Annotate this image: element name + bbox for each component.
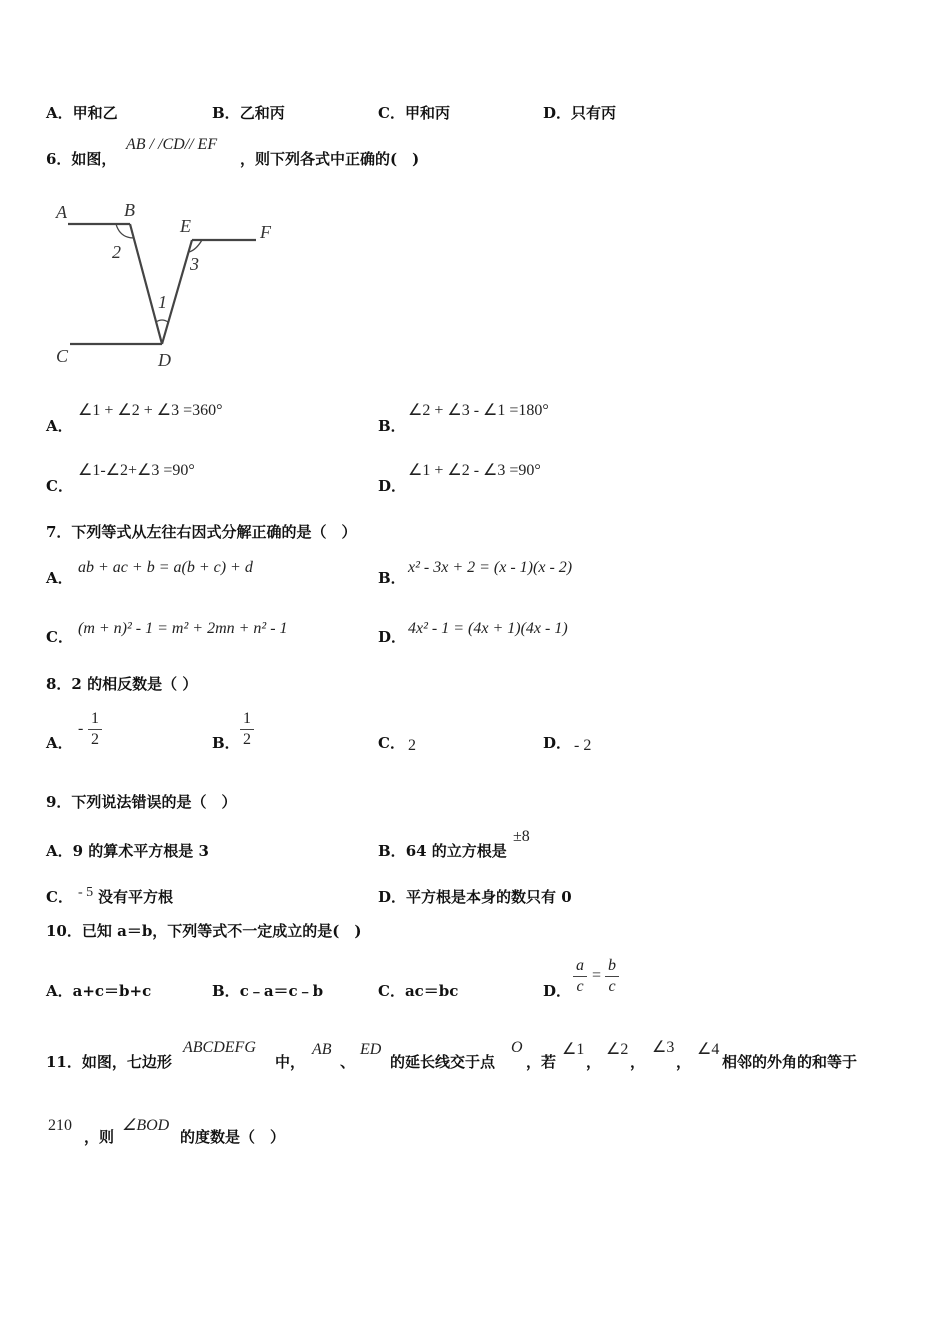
q6-option-a-expr: ∠1 + ∠2 + ∠3 =360°: [78, 402, 223, 419]
q6-option-c-expr: ∠1-∠2+∠3 =90°: [78, 462, 195, 479]
q11-text-2: 、: [340, 1053, 356, 1071]
q7-option-b-expr: x² - 3x + 2 = (x - 1)(x - 2): [408, 559, 573, 576]
q11-text-6: ，则: [84, 1128, 115, 1146]
q6-option-a-label: A．: [46, 417, 73, 435]
q6-option-b-label: B．: [378, 417, 406, 435]
q11-angle-1: ∠1: [562, 1041, 585, 1058]
q9-option-d: D．平方根是本身的数只有 0: [378, 888, 572, 906]
q8-option-a-fraction: 1 2: [88, 710, 102, 749]
q8-option-b-label: B．: [212, 734, 240, 752]
q5-option-c: C．甲和丙: [378, 104, 450, 122]
q11-angle-bod: ∠BOD: [122, 1117, 170, 1134]
label-b: B: [124, 200, 135, 220]
q11-sep-2: ，: [630, 1053, 646, 1071]
q11-angle-2: ∠2: [606, 1041, 629, 1058]
q7-option-a-label: A．: [46, 569, 73, 587]
q7-option-b-label: B．: [378, 569, 406, 587]
q9-stem: 9．下列说法错误的是（ ）: [46, 793, 237, 811]
segment-bd: [130, 224, 162, 344]
q11-sep-1: ，: [586, 1053, 602, 1071]
q6-option-c-label: C．: [46, 477, 73, 495]
q11-number: 11．如图，七边形: [46, 1053, 172, 1071]
q6-stem: ，则下列各式中正确的( ): [240, 150, 420, 168]
q11-text-7: 的度数是（ ）: [180, 1128, 286, 1146]
q7-stem: 7．下列等式从左往右因式分解正确的是（ ）: [46, 523, 357, 541]
q9-option-b-expr: ±8: [513, 828, 530, 845]
q11-point-o: O: [511, 1039, 523, 1056]
label-angle-3: 3: [190, 254, 199, 274]
label-f: F: [260, 222, 271, 242]
angle-arc-1: [156, 320, 168, 322]
q6-option-d-expr: ∠1 + ∠2 - ∠3 =90°: [408, 462, 541, 479]
q5-option-b: B．乙和丙: [212, 104, 285, 122]
label-c: C: [56, 346, 69, 366]
q10-option-d-fraction-right: b c: [605, 957, 619, 996]
q9-option-c-label: C．: [46, 888, 73, 906]
q7-option-c-expr: (m + n)² - 1 = m² + 2mn + n² - 1: [78, 620, 288, 637]
q10-option-d-label: D．: [543, 982, 572, 1000]
label-angle-1: 1: [158, 292, 167, 312]
q8-option-d-value: - 2: [574, 737, 592, 754]
q11-polygon: ABCDEFG: [183, 1039, 256, 1056]
q10-option-a: A．a+c＝b+c: [46, 982, 152, 1000]
q9-option-b: B．64 的立方根是: [378, 842, 507, 860]
label-e: E: [180, 216, 191, 236]
q10-stem: 10．已知 a＝b，下列等式不一定成立的是( ): [46, 922, 362, 940]
q9-option-c-text: 没有平方根: [98, 888, 174, 906]
q6-option-b-expr: ∠2 + ∠3 - ∠1 =180°: [408, 402, 549, 419]
q9-option-a: A．9 的算术平方根是 3: [46, 842, 209, 860]
q7-option-c-label: C．: [46, 628, 73, 646]
q11-angle-4: ∠4: [697, 1041, 720, 1058]
q8-stem: 8．2 的相反数是（ ）: [46, 675, 198, 693]
q11-sep-3: ，: [676, 1053, 692, 1071]
q11-text-1: 中，: [275, 1053, 306, 1071]
q11-ab: AB: [312, 1041, 332, 1058]
q8-option-d-label: D．: [543, 734, 572, 752]
q5-option-d: D．只有丙: [543, 104, 617, 122]
q6-figure: [50, 196, 290, 376]
label-d: D: [158, 350, 171, 370]
q7-option-d-label: D．: [378, 628, 407, 646]
q11-value-210: 210: [48, 1117, 72, 1134]
q10-option-d-fraction-left: a c: [573, 957, 587, 996]
q8-option-b-fraction: 1 2: [240, 710, 254, 749]
q8-option-c-label: C．: [378, 734, 405, 752]
q11-ed: ED: [360, 1041, 382, 1058]
label-angle-2: 2: [112, 242, 121, 262]
q6-condition: AB / /CD// EF: [126, 136, 218, 153]
q8-option-a-label: A．: [46, 734, 73, 752]
q6-number: 6．如图，: [46, 150, 117, 168]
q5-option-a: A．甲和乙: [46, 104, 118, 122]
q10-option-c: C．ac＝bc: [378, 982, 459, 1000]
q7-option-a-expr: ab + ac + b = a(b + c) + d: [78, 559, 253, 576]
q11-text-5: 相邻的外角的和等于: [722, 1053, 858, 1071]
q7-option-d-expr: 4x² - 1 = (4x + 1)(4x - 1): [408, 620, 568, 637]
q11-text-3: 的延长线交于点: [390, 1053, 496, 1071]
label-a: A: [56, 202, 67, 222]
q8-option-c-value: 2: [408, 737, 416, 754]
q10-option-b: B．c﹣a＝c﹣b: [212, 982, 324, 1000]
q11-angle-3: ∠3: [652, 1039, 675, 1056]
q11-text-4: ，若: [526, 1053, 557, 1071]
q6-option-d-label: D．: [378, 477, 407, 495]
q8-option-a-sign: -: [78, 720, 84, 737]
q9-option-c-expr: - 5: [78, 885, 94, 900]
q10-option-d-equals: =: [592, 967, 602, 984]
